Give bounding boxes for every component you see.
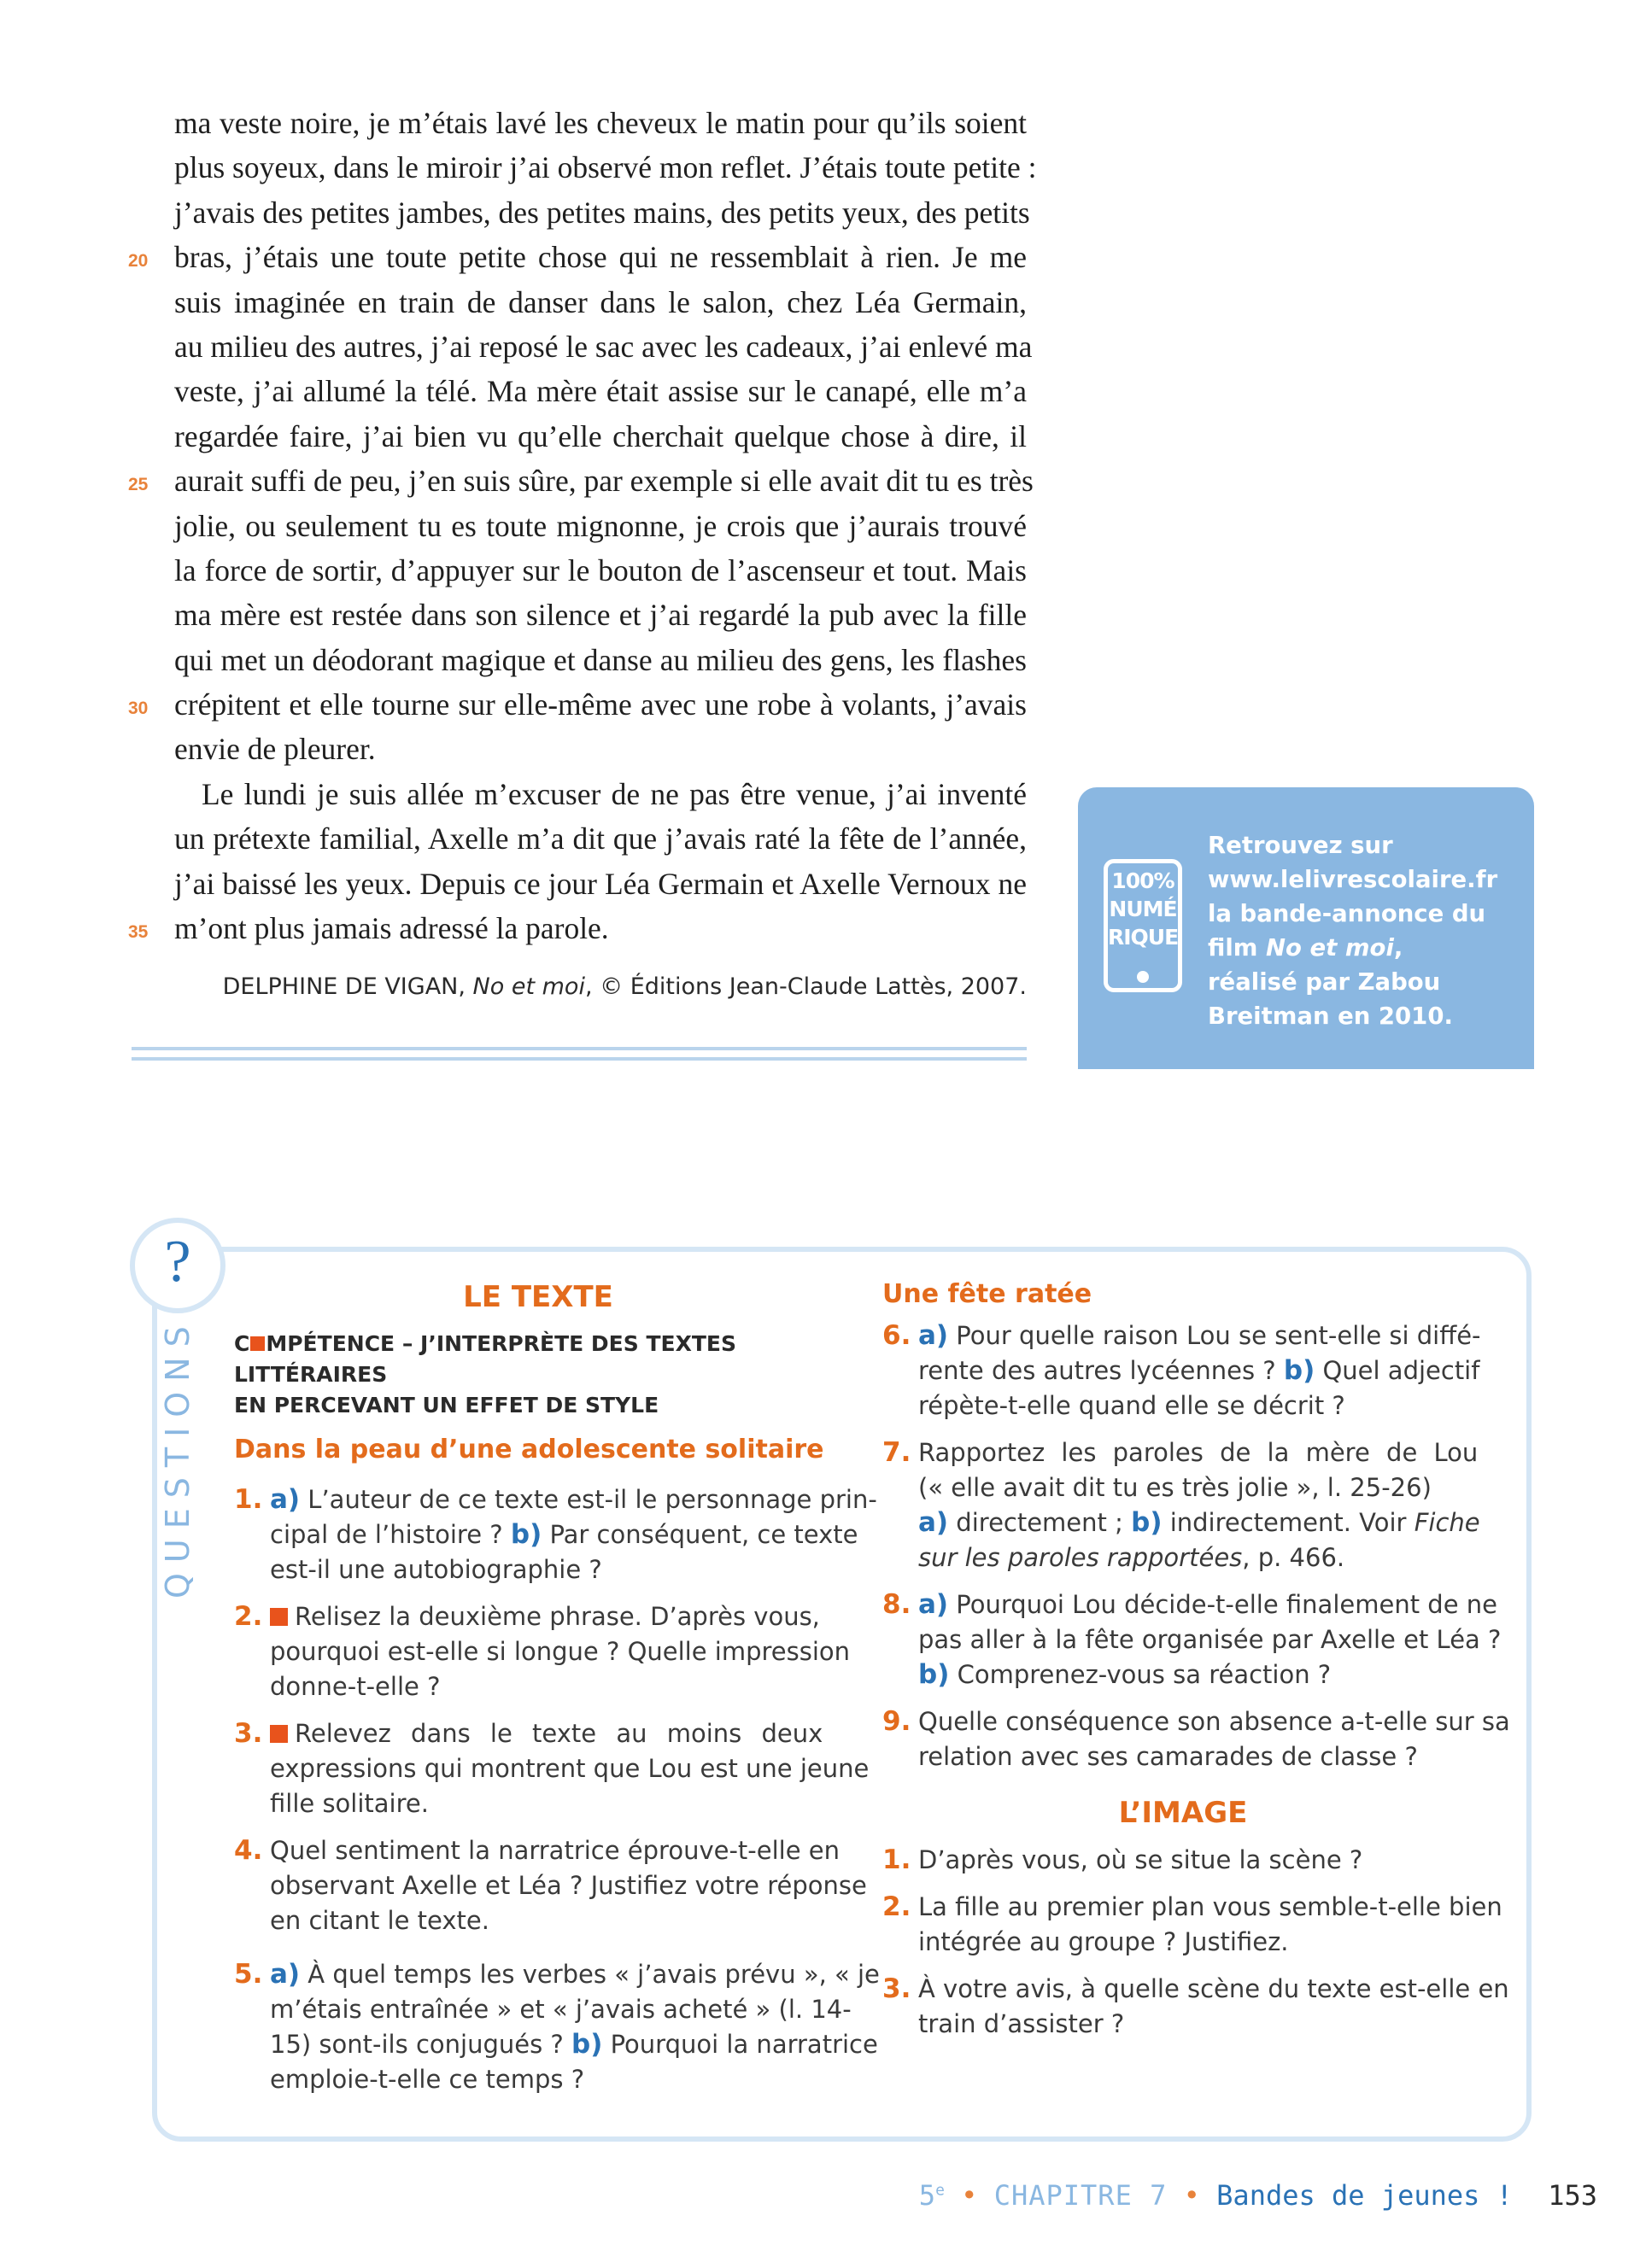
question-number: 2.	[234, 1601, 263, 1632]
section-title: LE TEXTE	[463, 1280, 613, 1314]
question-number: 1.	[234, 1484, 263, 1515]
resource-line: Breitman en 2010.	[1208, 1002, 1453, 1030]
excerpt-text	[174, 101, 1037, 950]
divider	[132, 1047, 1027, 1050]
text-line: m’ont plus jamais adressé la parole.	[174, 911, 609, 946]
question-number: 2.	[882, 1891, 911, 1922]
square-bullet-icon	[270, 1608, 288, 1626]
phone-text-line: RIQUE	[1108, 925, 1179, 950]
question-item: 1. D’après vous, où se situe la scène ?	[882, 1843, 1484, 1878]
publisher: , © Éditions Jean-Claude Lattès, 2007.	[584, 973, 1027, 1000]
line-number: 30	[128, 699, 149, 718]
line-number: 20	[128, 251, 149, 271]
question-item: 3. À votre avis, à quelle scène du texte est-elle en train d’assister ?	[882, 1973, 1509, 2038]
divider	[132, 1057, 1027, 1061]
phone-home-button	[1137, 971, 1149, 983]
text-line: bras, j’étais une toute petite chose qui ne ressemblait à rien. Je me	[174, 240, 1027, 275]
question-item: 2. La fille au premier plan vous semble-t-elle bien intégrée au groupe ? Justifiez.	[882, 1891, 1502, 1956]
bullet-dot: •	[1183, 2179, 1200, 2212]
question-number: 9.	[882, 1706, 911, 1737]
square-bullet-icon	[250, 1336, 265, 1351]
smartphone-icon	[1104, 859, 1182, 992]
text-line: ma veste noire, je m’étais lavé les cheveux le matin pour qu’ils soient	[174, 106, 1027, 140]
phone-text-line: 100%	[1111, 868, 1174, 893]
question-item: 1. a) L’auteur de ce texte est-il le personnage prin- cipal de l’histoire ? b) Par conséquent, ce texte est-il une autobiographie ?	[234, 1484, 877, 1584]
subheading: Dans la peau d’une adolescente solitaire	[234, 1435, 824, 1464]
text-line: veste, j’ai allumé la télé. Ma mère était assise sur le canapé, elle m’a	[174, 374, 1027, 409]
text-line: qui met un déodorant magique et danse au milieu des gens, les flashes	[174, 642, 1027, 677]
question-number: 4.	[234, 1835, 263, 1866]
text-line: suis imaginée en train de danser dans le salon, chez Léa Germain,	[174, 284, 1027, 319]
question-number: 3.	[882, 1973, 911, 2004]
questions-right-column	[882, 1277, 1510, 2042]
question-item: 2. Relisez la deuxième phrase. D’après vous, pourquoi est-elle si longue ? Quelle impression donne-t-elle ?	[234, 1601, 851, 1701]
grade-level: 5e	[918, 2179, 945, 2212]
text-line: ma mère est restée dans son silence et j’ai regardé la pub avec la fille	[174, 598, 1027, 633]
question-number: 7.	[882, 1437, 911, 1468]
line-number: 35	[128, 922, 149, 942]
author-name: DELPHINE DE VIGAN,	[222, 973, 466, 1000]
subheading: Une fête ratée	[882, 1279, 1092, 1309]
work-title: No et moi	[472, 973, 585, 1000]
question-mark-icon: ?	[130, 1218, 226, 1313]
line-number: 25	[128, 475, 149, 494]
text-line: crépitent et elle tourne sur elle-même avec une robe à volants, j’avais	[174, 687, 1027, 722]
question-item: 8. a) Pourquoi Lou décide-t-elle finalement de ne pas aller à la fête organisée par Axelle et Léa ? b) Comprenez-vous sa réaction ?	[882, 1589, 1502, 1690]
text-line: la force de sortir, d’appuyer sur le bouton de l’ascenseur et tout. Mais	[174, 552, 1027, 587]
chapter-label: CHAPITRE 7	[993, 2179, 1168, 2212]
resource-line: Retrouvez sur	[1208, 832, 1393, 859]
page-number: 153	[1548, 2179, 1597, 2212]
question-number: 5.	[234, 1959, 263, 1990]
question-item: 9. Quelle conséquence son absence a-t-elle sur sa relation avec ses camarades de classe ?	[882, 1706, 1510, 1771]
attribution	[174, 973, 1027, 1000]
question-item: 6. a) Pour quelle raison Lou se sent-elle si diffé- rente des autres lycéennes ? b) Quel adjectif répète-t-elle quand elle se décrit ?	[882, 1320, 1481, 1420]
resource-line: réalisé par Zabou	[1208, 968, 1441, 996]
square-bullet-icon	[270, 1725, 288, 1743]
text-line: un prétexte familial, Axelle m’a dit que j’avais raté la fête de l’année,	[174, 821, 1027, 856]
text-line: j’ai baissé les yeux. Depuis ce jour Léa Germain et Axelle Vernoux ne	[174, 866, 1027, 901]
question-number: 3.	[234, 1718, 263, 1749]
question-item: 3. Relevez dans le texte au moins deux expressions qui montrent que Lou est une jeune fille solitaire.	[234, 1718, 870, 1818]
question-number: 1.	[882, 1844, 911, 1875]
chapter-title: Bandes de jeunes !	[1216, 2179, 1513, 2212]
resource-line: la bande-annonce du	[1208, 900, 1486, 927]
question-number: 6.	[882, 1320, 911, 1351]
phone-text-line: NUMÉ	[1109, 897, 1177, 921]
section-title: L’IMAGE	[1118, 1796, 1248, 1830]
resource-link[interactable]: www.lelivrescolaire.fr	[1208, 866, 1498, 893]
questions-vertical-label: QUESTIONS	[159, 1316, 196, 1599]
digital-resource-box	[1078, 787, 1534, 1069]
text-line: regardée faire, j’ai bien vu qu’elle cherchait quelque chose à dire, il	[174, 418, 1027, 453]
question-number: 8.	[882, 1589, 911, 1620]
text-line: au milieu des autres, j’ai reposé le sac avec les cadeaux, j’ai enlevé ma	[174, 329, 1033, 364]
question-item: 4. Quel sentiment la narratrice éprouve-t-elle en observant Axelle et Léa ? Justifiez votre réponse en citant le texte.	[234, 1835, 867, 1935]
text-line: jolie, ou seulement tu es toute mignonne, je crois que j’aurais trouvé	[174, 508, 1027, 543]
page-footer	[914, 2179, 1597, 2212]
text-line: envie de pleurer.	[174, 732, 376, 767]
competence-heading: C MPÉTENCE – J’INTERPRÈTE DES TEXTES LITTÉRAIRES EN PERCEVANT UN EFFET DE STYLE	[234, 1331, 736, 1418]
resource-description: Retrouvez sur www.lelivrescolaire.fr la bande-annonce du film No et moi, réalisé par Zabou Breitman en 2010.	[1208, 828, 1515, 1033]
film-title: No et moi	[1266, 934, 1394, 962]
text-line: plus soyeux, dans le miroir j’ai observé mon reflet. J’étais toute petite :	[174, 150, 1037, 185]
questions-left-column	[234, 1277, 880, 2097]
bullet-dot: •	[961, 2179, 978, 2212]
text-line: j’avais des petites jambes, des petites mains, des petits yeux, des petits	[174, 195, 1030, 230]
text-line: Le lundi je suis allée m’excuser de ne pas être venue, j’ai inventé	[202, 776, 1027, 811]
question-item: 7. Rapportez les paroles de la mère de Lou (« elle avait dit tu es très jolie », l. 25-26) a) directement ; b) indirectement. Voir Fiche sur les paroles rapportées, p. 466.	[882, 1437, 1480, 1572]
text-line: aurait suffi de peu, j’en suis sûre, par exemple si elle avait dit tu es très	[174, 464, 1034, 499]
resource-line: film	[1208, 934, 1267, 962]
question-item: 5. a) À quel temps les verbes « j’avais prévu », « je m’étais entraînée » et « j’avais acheté » (l. 14- 15) sont-ils conjugués ? b) Pourquoi la narratrice emploie-t-elle ce temps ?	[234, 1959, 880, 2094]
